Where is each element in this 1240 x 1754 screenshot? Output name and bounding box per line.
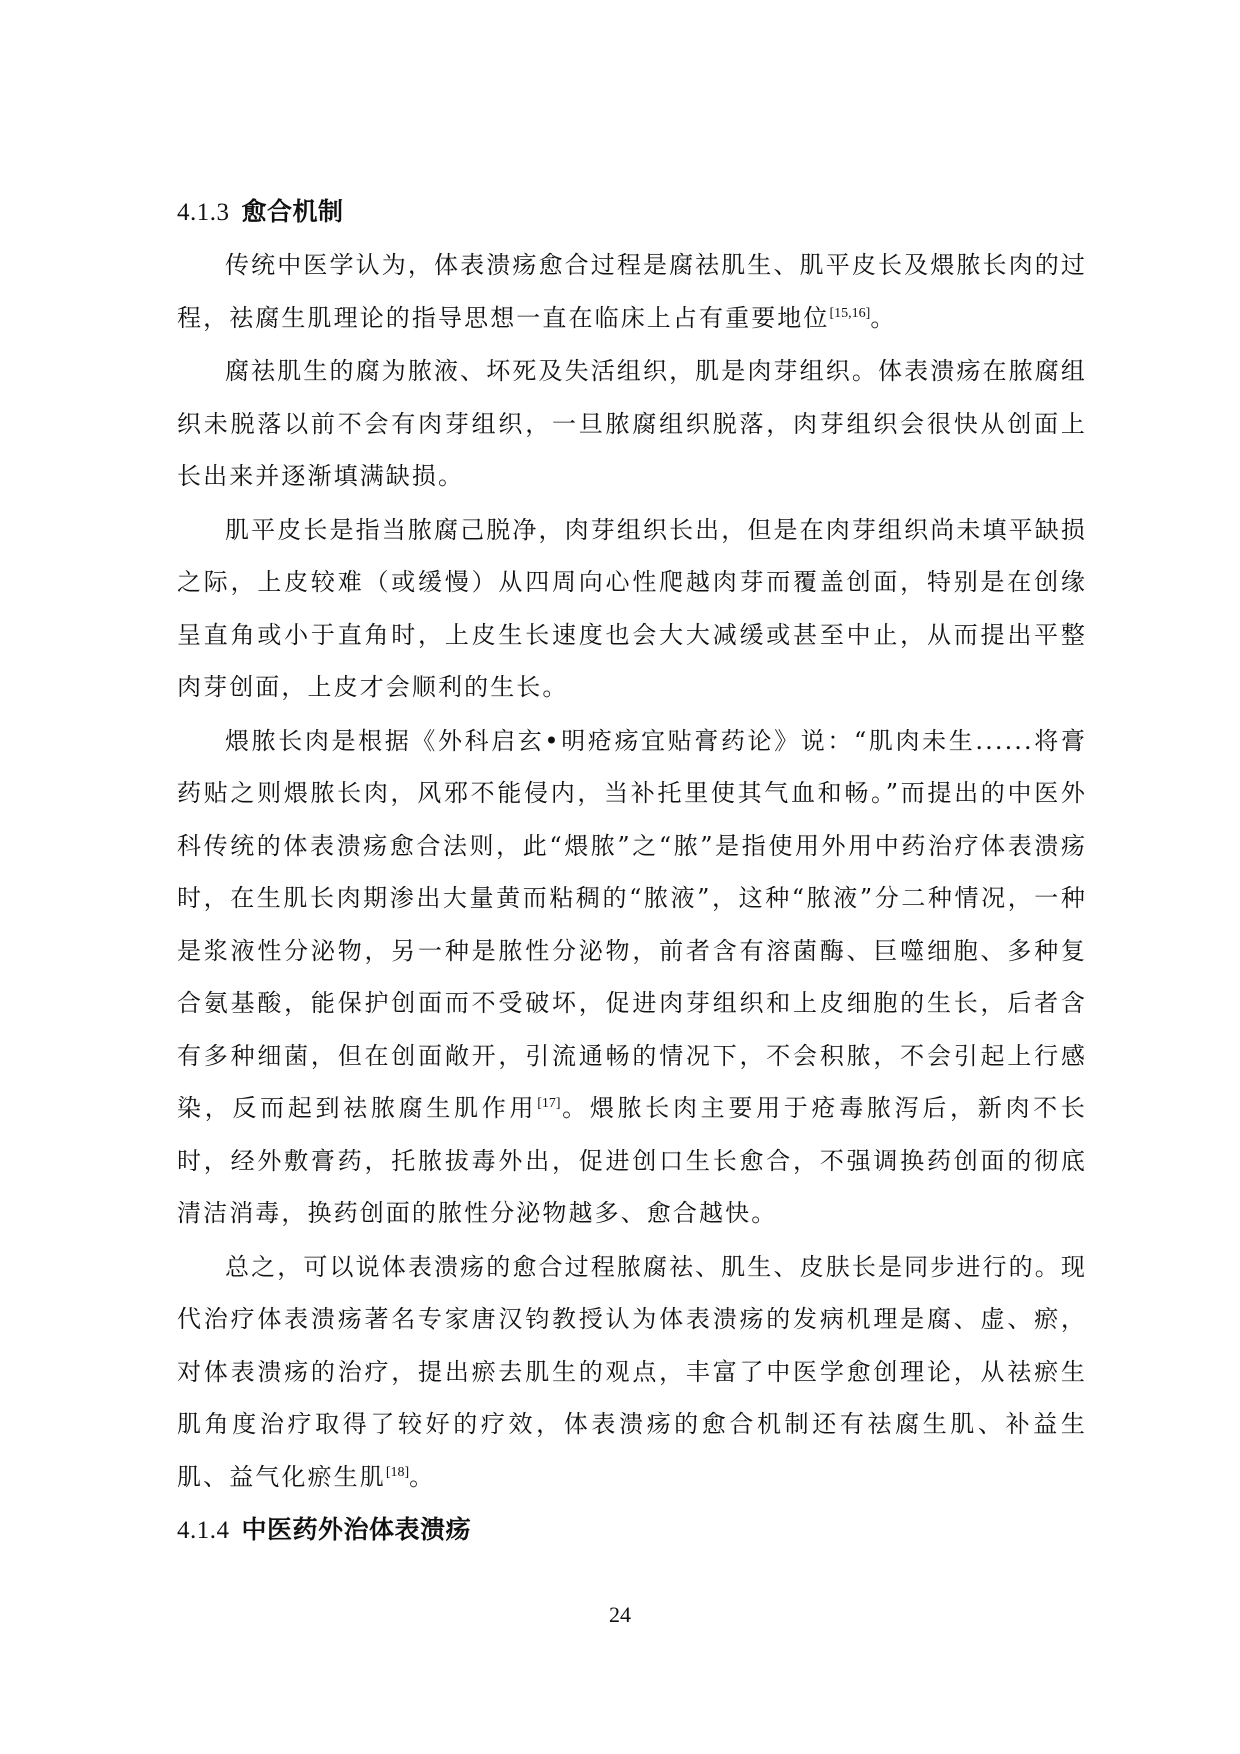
section-heading-4-1-3	[177, 186, 1087, 239]
section-title: 愈合机制	[241, 197, 344, 226]
paragraph-4	[177, 715, 1087, 1240]
citation-ref: [17]	[537, 1096, 561, 1111]
paragraph-1	[177, 239, 1087, 344]
paragraph-2	[177, 345, 1087, 503]
paragraph-tail: 。煨脓长肉主要用于疮毒脓泻后，新肉不长时，经外敷膏药，托脓拔毒外出，促进创口生长愈合，不强调换药创面的彻底清洁消毒，换药创面的脓性分泌物越多、愈合越快。	[177, 1094, 1087, 1227]
paragraph-text: 腐祛肌生的腐为脓液、坏死及失活组织，肌是肉芽组织。体表溃疡在脓腐组织未脱落以前不会有肉芽组织，一旦脓腐组织脱落，肉芽组织会很快从创面上长出来并逐渐填满缺损。	[177, 357, 1087, 490]
paragraph-text: 肌平皮长是指当脓腐己脱净，肉芽组织长出，但是在肉芽组织尚未填平缺损之际，上皮较难（或缓慢）从四周向心性爬越肉芽而覆盖创面，特别是在创缘呈直角或小于直角时，上皮生长速度也会大大减缓或甚至中止，从而提出平整肉芽创面，上皮才会顺利的生长。	[177, 515, 1087, 701]
section-heading-4-1-4	[177, 1504, 1087, 1557]
page-number: 24	[609, 1602, 631, 1627]
section-title: 中医药外治体表溃疡	[241, 1515, 472, 1544]
page-content	[177, 186, 1087, 1557]
section-number: 4.1.4	[177, 1517, 230, 1544]
citation-ref: [18]	[385, 1464, 410, 1480]
paragraph-tail: 。	[409, 1462, 436, 1491]
paragraph-text: 传统中医学认为，体表溃疡愈合过程是腐祛肌生、肌平皮长及煨脓长肉的过程，祛腐生肌理论的指导思想一直在临床上占有重要地位	[177, 251, 1087, 332]
section-number: 4.1.3	[177, 199, 230, 226]
paragraph-text: 总之，可以说体表溃疡的愈合过程脓腐祛、肌生、皮肤长是同步进行的。现代治疗体表溃疡著名专家唐汉钧教授认为体表溃疡的发病机理是腐、虚、瘀，对体表溃疡的治疗，提出瘀去肌生的观点，丰富了中医学愈创理论，从祛瘀生肌角度治疗取得了较好的疗效，体表溃疡的愈合机制还有祛腐生肌、补益生肌、益气化瘀生肌	[177, 1252, 1087, 1491]
paragraph-tail: 。	[870, 303, 897, 332]
paragraph-5	[177, 1241, 1087, 1504]
citation-ref: [15,16]	[829, 305, 871, 321]
paragraph-3	[177, 504, 1087, 714]
paragraph-text: 煨脓长肉是根据《外科启玄•明疮疡宜贴膏药论》说：“肌肉未生......将膏药贴之则煨脓长肉，风邪不能侵内，当补托里使其气血和畅。”而提出的中医外科传统的体表溃疡愈合法则，此“煨脓”之“脓”是指使用外用中药治疗体表溃疡时，在生肌长肉期渗出大量黄而粘稠的“脓液”，这种“脓液”分二种情况，一种是浆液性分泌物，另一种是脓性分泌物，前者含有溶菌酶、巨噬细胞、多种复合氨基酸，能保护创面而不受破坏，促进肉芽组织和上皮细胞的生长，后者含有多种细菌，但在创面敞开，引流通畅的情况下，不会积脓，不会引起上行感染，反而起到祛脓腐生肌作用	[177, 726, 1087, 1122]
